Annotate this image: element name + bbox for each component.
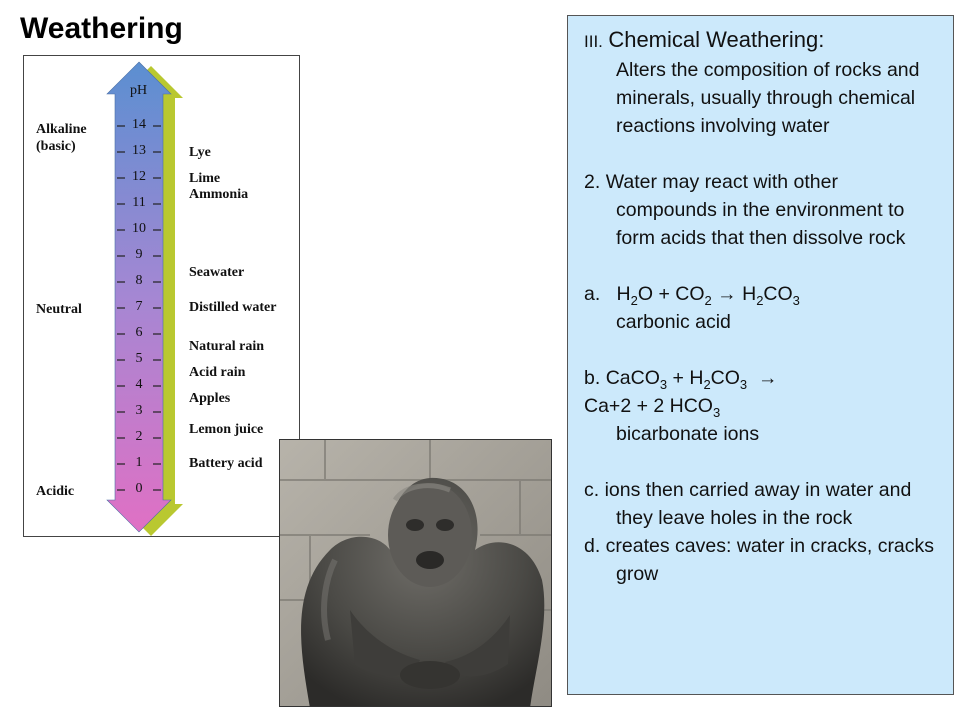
substance-label: Natural rain: [189, 339, 265, 354]
ph-tick-label: 2: [135, 429, 143, 444]
ph-tick-label: 4: [135, 377, 143, 392]
ph-tick-label: 1: [135, 455, 143, 470]
weathered-gargoyle-photo: [279, 439, 552, 707]
substance-label: Seawater: [189, 265, 245, 280]
arrow-icon: →: [711, 283, 743, 305]
ph-tick-label: 12: [132, 169, 146, 184]
equation-a-name: carbonic acid: [616, 311, 731, 333]
ph-scale-figure: [23, 55, 300, 537]
substance-label: Lime: [189, 171, 221, 186]
step-d: d. creates caves: water in cracks, cracks grow: [584, 535, 935, 585]
point-2: [584, 168, 941, 196]
chemical-weathering-panel: [567, 15, 954, 695]
step-a-label: a.: [584, 283, 601, 305]
substance-label: Lemon juice: [189, 422, 264, 437]
step-c: c. ions then carried away in water and they leave holes in the rock: [584, 479, 912, 529]
ph-tick-label: 5: [135, 351, 143, 366]
page-title: Weathering: [20, 12, 183, 45]
ph-tick-label: 7: [135, 299, 143, 314]
equation-b-line2: Ca+2 + 2 $HCO_3$: [584, 395, 721, 420]
substance-label: Lye: [189, 145, 211, 160]
ph-tick-label: 6: [135, 325, 143, 340]
ph-tick-label: 8: [135, 273, 143, 288]
point-text-first: Water may react with other: [605, 171, 838, 193]
substance-label: Ammonia: [189, 187, 249, 202]
point-number: 2.: [584, 171, 601, 193]
ph-tick-label: 11: [132, 195, 146, 210]
section-title: Chemical Weathering: [608, 27, 819, 52]
ph-tick-label: 0: [135, 481, 143, 496]
section-colon: :: [818, 27, 825, 52]
substance-label: Distilled water: [189, 300, 277, 315]
substance-label: Battery acid: [189, 456, 263, 471]
ph-tick-label: 3: [135, 403, 143, 418]
region-label-alkaline: Alkaline (basic): [36, 122, 87, 154]
equation-a: a. $H_2O + CO_2 \to H_2CO_3$: [584, 283, 800, 308]
arrow-icon: →: [747, 367, 778, 389]
region-label-neutral: Neutral: [36, 302, 82, 317]
point-text-rest: compounds in the environment to form acids that then dissolve rock: [616, 199, 906, 249]
ph-axis-label: pH: [130, 83, 148, 98]
ph-tick-label: 14: [132, 117, 146, 132]
ph-tick-label: 9: [135, 247, 143, 262]
section-heading: [584, 26, 941, 56]
ph-tick-label: 10: [132, 221, 146, 236]
substance-label: Acid rain: [189, 365, 246, 380]
equation-b-line1: b. CaCO$_3$ + $H_2CO_3$ →: [584, 367, 778, 392]
step-b-label: b.: [584, 367, 601, 389]
gargoyle-illustration: [280, 440, 552, 707]
section-definition: Alters the composition of rocks and minerals, usually through chemical reactions involving water: [616, 59, 920, 137]
substance-label: Apples: [189, 391, 231, 406]
section-numeral: III.: [584, 32, 603, 51]
ph-tick-label: 13: [132, 143, 146, 158]
equation-b-name: bicarbonate ions: [616, 423, 760, 445]
region-label-acidic: Acidic: [36, 484, 75, 499]
